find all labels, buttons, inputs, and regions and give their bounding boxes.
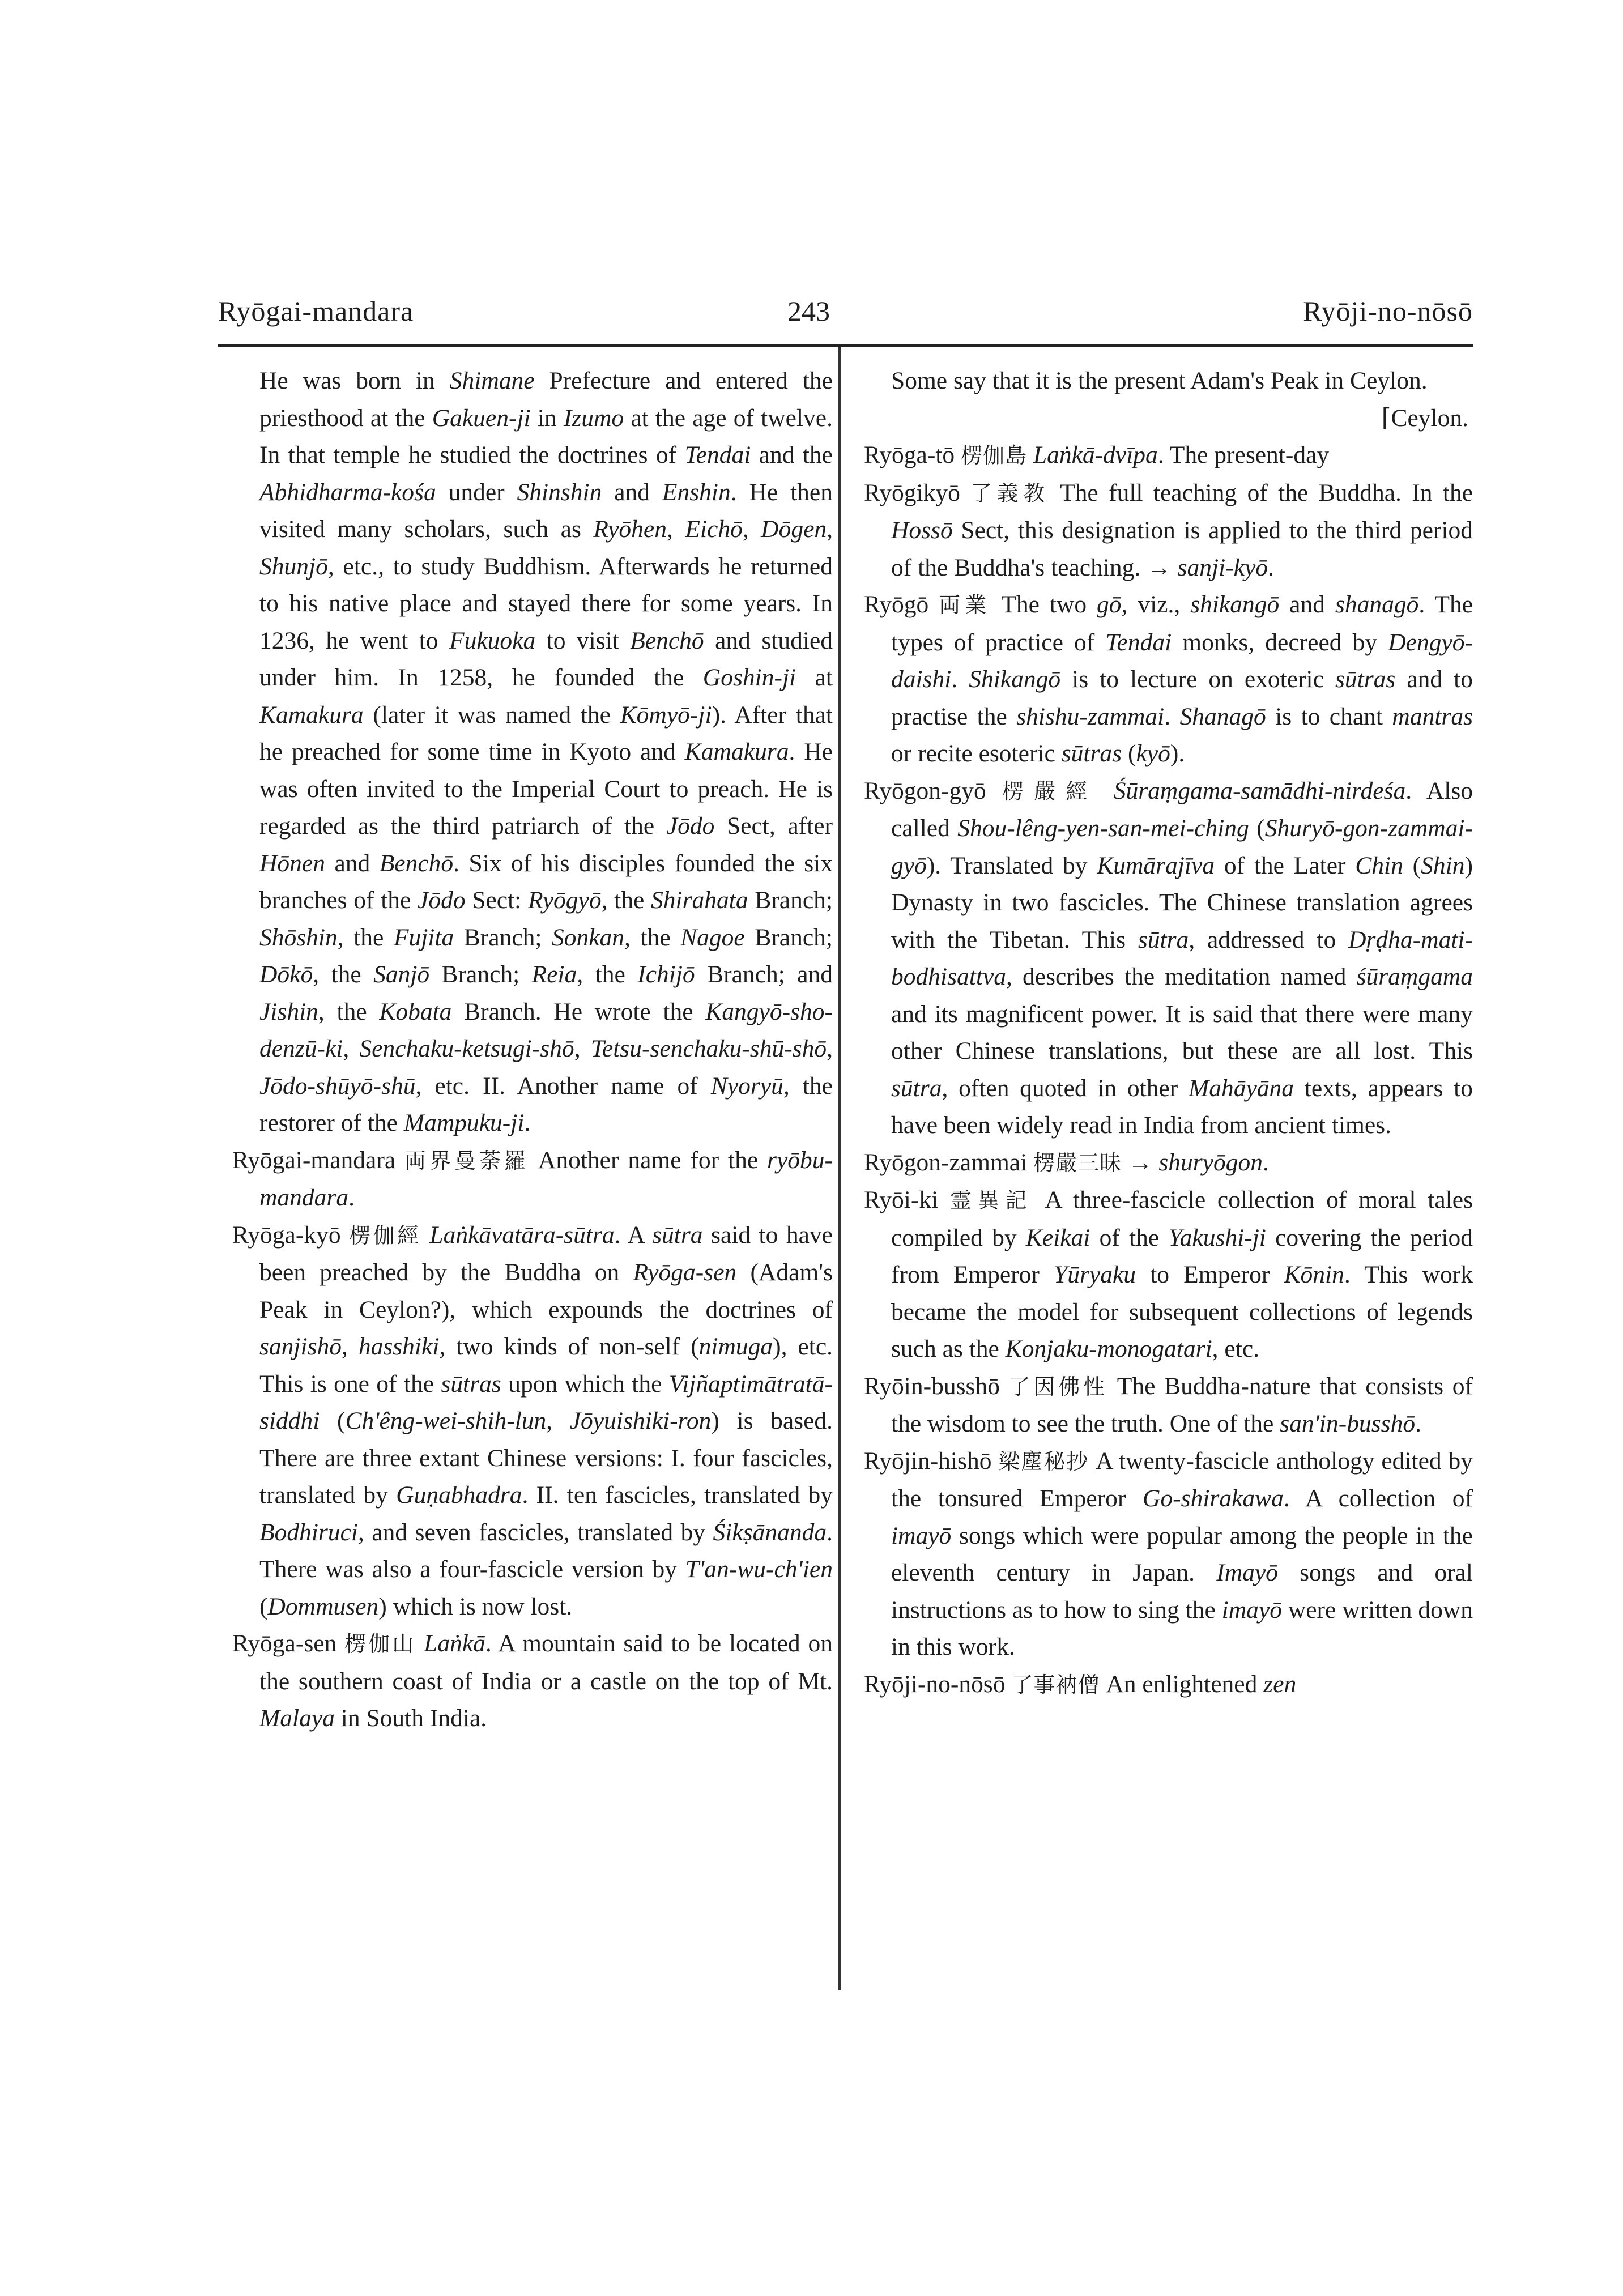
entry-definition: The full teaching of the Buddha. In the Hossō Sect, this designation is applied to the third period of the Buddha's teaching. → sanji-kyō. xyxy=(891,479,1473,581)
entry-definition: A twenty-fascicle anthology edited by the tonsured Emperor Go-shirakawa. A collection of imayō songs which were popular among the people in the eleventh century in Japan. Imayō songs and oral instructions as to how to sing the imayō were written down in this work. xyxy=(891,1447,1473,1660)
entry-kanji: 楞伽經 xyxy=(349,1222,421,1248)
dictionary-entry xyxy=(864,1144,1473,1182)
entry-kanji: 楞伽島 xyxy=(961,443,1028,468)
entry-definition: A three-fascicle collection of moral tales compiled by Keikai of the Yakushi-ji covering the period from Emperor Yūryaku to Emperor Kōnin. This work became the model for subsequent collections of legends such as the Konjaku-monogatari, etc. xyxy=(891,1186,1473,1362)
entry-definition: → shuryōgon. xyxy=(1127,1148,1269,1176)
header-rule xyxy=(218,344,1473,347)
entry-kanji: 楞伽山 xyxy=(344,1632,416,1656)
entry-headword: Ryōji-no-nōsō xyxy=(864,1670,1006,1698)
entry-kanji: 梁塵秘抄 xyxy=(998,1449,1089,1474)
entry-definition: Another name for the ryōbu-mandara. xyxy=(259,1146,833,1211)
dictionary-entry xyxy=(232,1625,833,1737)
page-number: 243 xyxy=(787,295,830,327)
dictionary-entry xyxy=(864,1443,1473,1666)
left-column xyxy=(232,363,833,1737)
entry-headword: Ryōgikyō xyxy=(864,479,960,506)
dictionary-entry xyxy=(864,1368,1473,1443)
entry-kanji: 了事衲僧 xyxy=(1011,1672,1100,1697)
running-head-left: Ryōgai-mandara xyxy=(218,295,414,327)
right-column xyxy=(864,363,1473,1703)
entry-headword: Ryōga-tō xyxy=(864,441,955,468)
dictionary-entry xyxy=(232,1142,833,1217)
entry-continuation: He was born in Shimane Prefecture and entered the priesthood at the Gakuen-ji in Izumo at the age of twelve. In that temple he studied the doctrines of Tendai and the Abhidharma-kośa under Shinshin and Enshin. He then visited many scholars, such as Ryōhen, Eichō, Dōgen, Shunjō, etc., to study Buddhism. Afterwards he returned to his native place and stayed there for some years. In 1236, he went to Fukuoka to visit Benchō and studied under him. In 1258, he founded the Goshin-ji at Kamakura (later it was named the Kōmyō-ji). After that he preached for some time in Kyoto and Kamakura. He was often invited to the Imperial Court to preach. He is regarded as the third patriarch of the Jōdo Sect, after Hōnen and Benchō. Six of his disciples founded the six branches of the Jōdo Sect: Ryōgyō, the Shirahata Branch; Shōshin, the Fujita Branch; Sonkan, the Nagoe Branch; Dōkō, the Sanjō Branch; Reia, the Ichijō Branch; and Jishin, the Kobata Branch. He wrote the Kangyō-sho-denzū-ki, Senchaku-ketsugi-shō, Tetsu-senchaku-shū-shō, Jōdo-shūyō-shū, etc. II. Another name of Nyoryū, the restorer of the Mampuku-ji. xyxy=(259,367,833,1136)
entry-headword: Ryōin-busshō xyxy=(864,1372,1000,1400)
entry-definition: Laṅkā. A mountain said to be located on the southern coast of India or a castle on the top of Mt. Malaya in South India. xyxy=(259,1630,833,1732)
dictionary-entry xyxy=(864,586,1473,773)
entry-headword: Ryōga-kyō xyxy=(232,1221,341,1249)
entry-kanji: 楞嚴三昧 xyxy=(1033,1150,1122,1175)
entry-headword: Ryōi-ki xyxy=(864,1186,939,1213)
dictionary-entry xyxy=(232,1217,833,1626)
entry-headword: Ryōgon-gyō xyxy=(864,777,986,804)
entry-kanji: 楞嚴經 xyxy=(1002,778,1098,804)
entry-kanji: 両業 xyxy=(939,593,991,617)
entry-kanji: 了義教 xyxy=(970,480,1050,506)
entry-headword: Ryōgai-mandara xyxy=(232,1146,396,1174)
entry-kanji: 両界曼荼羅 xyxy=(404,1148,530,1173)
dictionary-entry xyxy=(864,1182,1473,1368)
entry-kanji: 了因佛性 xyxy=(1008,1374,1109,1399)
entry-definition: An enlightened zen xyxy=(1106,1670,1297,1698)
entry-definition: Śūraṃgama-samādhi-nirdeśa. Also called Shou-lêng-yen-san-mei-ching (Shuryō-gon-zammai-gyō). Translated by Kumārajīva of the Later Chin (Shin) Dynasty in two fascicles. The Chinese translation agrees with the Tibetan. This sūtra, addressed to Dṛḍha-mati-bodhisattva, describes the meditation named śūraṃgama and its magnificent power. It is said that there were many other Chinese translations, but these are all lost. This sūtra, often quoted in other Mahāyāna texts, appears to have been widely read in India from ancient times. xyxy=(891,777,1473,1139)
entry-continuation: Some say that it is the present Adam's Peak in Ceylon. xyxy=(891,367,1428,394)
column-divider xyxy=(838,347,841,1990)
dictionary-entry xyxy=(864,1666,1473,1704)
entry-definition: The Buddha-nature that consists of the wisdom to see the truth. One of the san'in-busshō. xyxy=(891,1372,1473,1437)
running-head-right: Ryōji-no-nōsō xyxy=(1303,295,1473,327)
entry-headword: Ryōgon-zammai xyxy=(864,1148,1028,1176)
dictionary-entry xyxy=(864,773,1473,1144)
entry-definition: Laṅkā-dvīpa. The present-day xyxy=(1033,441,1330,468)
entry-headword: Ryōgō xyxy=(864,591,929,618)
entry-headword: Ryōga-sen xyxy=(232,1630,337,1657)
entry-headword: Ryōjin-hishō xyxy=(864,1447,992,1475)
entry-definition: The two gō, viz., shikangō and shanagō. The types of practice of Tendai monks, decreed by Dengyō-daishi. Shikangō is to lecture on exoteric sūtras and to practise the shishu-zammai. Shanagō is to chant mantras or recite esoteric sūtras (kyō). xyxy=(891,591,1473,767)
dictionary-entry xyxy=(864,475,1473,587)
entry-definition: Laṅkāvatāra-sūtra. A sūtra said to have been preached by the Buddha on Ryōga-sen (Adam's Peak in Ceylon?), which expounds the doctrines of sanjishō, hasshiki, two kinds of non-self (nimuga), etc. This is one of the sūtras upon which the Vijñaptimātratā-siddhi (Ch'êng-wei-shih-lun, Jōyuishiki-ron) is based. There are three extant Chinese versions: I. four fascicles, translated by Guṇabhadra. II. ten fascicles, translated by Bodhiruci, and seven fascicles, translated by Śikṣānanda. There was also a four-fascicle version by T'an-wu-ch'ien (Dommusen) which is now lost. xyxy=(259,1221,833,1620)
dictionary-entry xyxy=(864,437,1473,475)
entry-kanji: 霊異記 xyxy=(949,1188,1033,1213)
page-header xyxy=(218,295,1473,340)
margin-note: ⌈Ceylon. xyxy=(1381,404,1468,432)
